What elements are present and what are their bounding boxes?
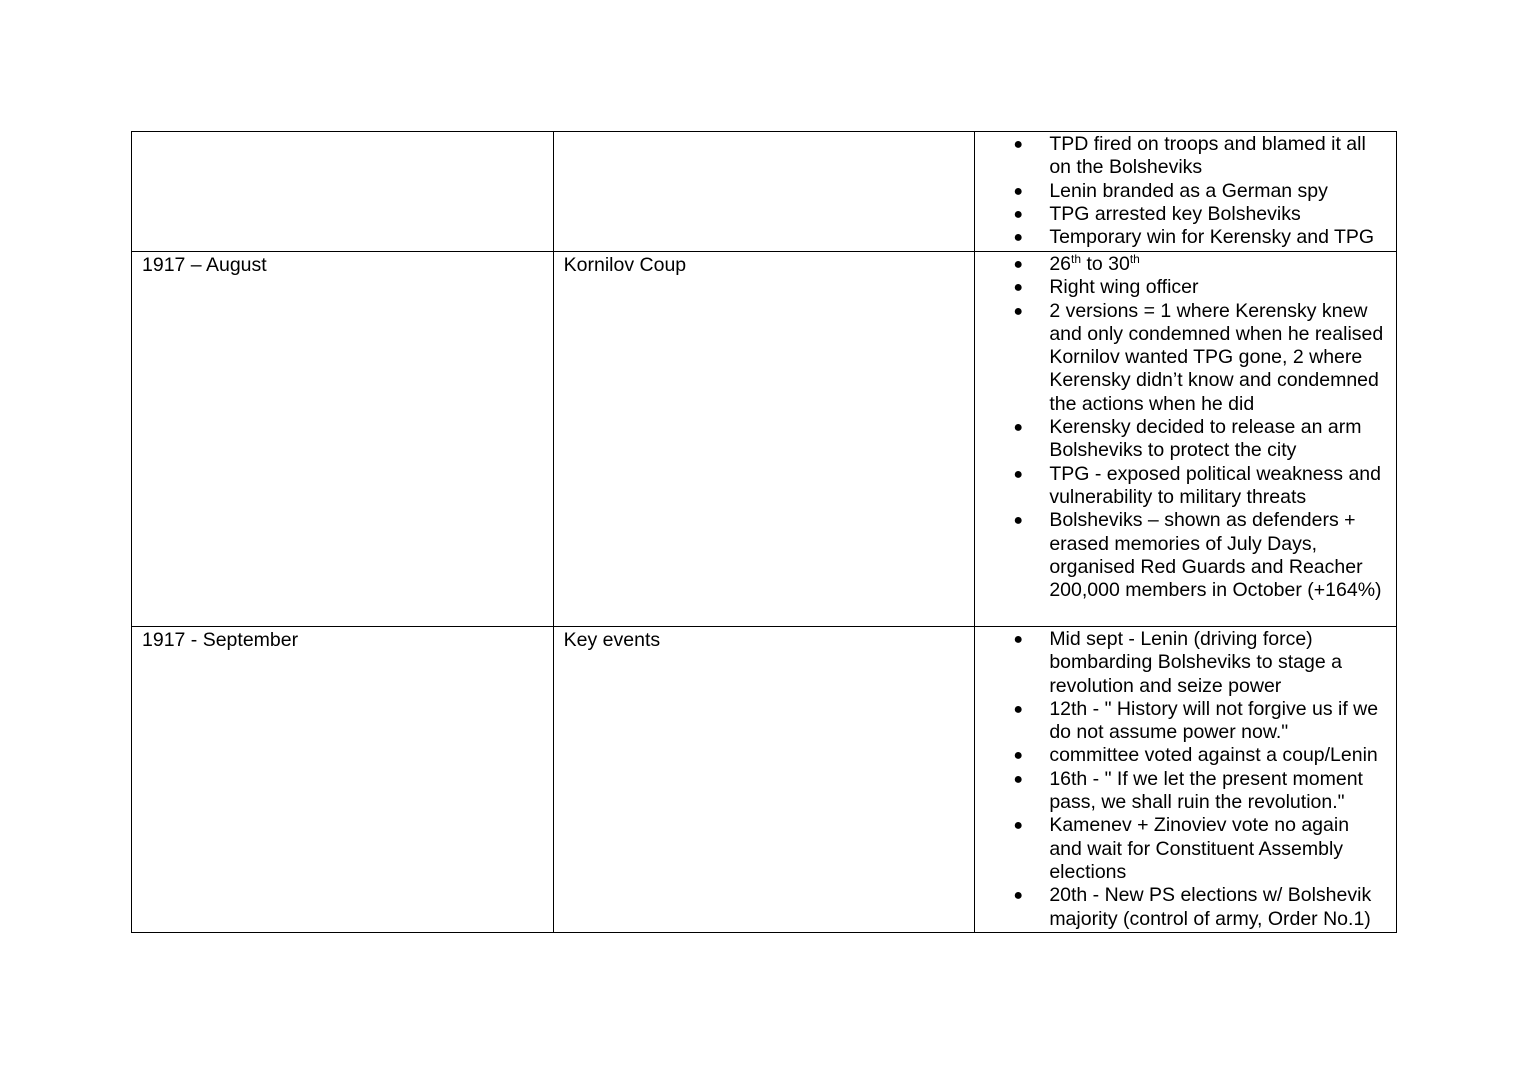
note-text: Lenin branded as a German spy [1049, 179, 1328, 202]
bullet-icon: ● [1013, 631, 1023, 648]
event-cell [553, 132, 975, 252]
list-item [975, 226, 1386, 249]
bullet-icon: ● [1013, 182, 1023, 200]
list-item [975, 300, 1386, 416]
note-text: 12th - " History will not forgive us if we do not assume power now." [1049, 697, 1379, 744]
list-item [975, 628, 1386, 698]
note-text: Bolsheviks – shown as defenders + erased memories of July Days, organised Red Guards and Reacher 200,000 members in October (+164%) [1049, 509, 1382, 602]
table-row [132, 627, 1397, 933]
notes-cell [975, 132, 1397, 252]
timeline-table [131, 131, 1397, 933]
event-text [554, 132, 975, 134]
notes-list [975, 132, 1396, 249]
bullet-icon: ● [1013, 136, 1023, 153]
list-item [975, 180, 1386, 203]
bullet-icon: ● [1013, 512, 1023, 530]
table-row [132, 132, 1397, 252]
bullet-icon: ● [1013, 747, 1023, 765]
date-text [132, 132, 553, 134]
bullet-icon: ● [1013, 887, 1023, 905]
list-item [975, 253, 1386, 276]
event-cell [553, 627, 975, 933]
date-text: 1917 - September [142, 629, 299, 651]
list-item [975, 133, 1386, 180]
note-text: TPG - exposed political weakness and vulnerability to military threats [1049, 462, 1381, 508]
notes-list [975, 252, 1396, 602]
event-cell [553, 252, 975, 627]
bullet-icon: ● [1013, 817, 1023, 835]
date-cell [132, 132, 554, 252]
bullet-icon: ● [1013, 419, 1023, 437]
bullet-icon: ● [1013, 302, 1023, 320]
date-cell [132, 252, 554, 627]
note-text: 26th to 30th [1049, 252, 1140, 275]
bullet-icon: ● [1013, 205, 1023, 223]
notes-cell [975, 627, 1397, 933]
list-item [975, 814, 1386, 884]
note-text: 16th - " If we let the present moment pass, we shall ruin the revolution." [1049, 767, 1363, 814]
note-text: Temporary win for Kerensky and TPG [1049, 226, 1375, 249]
bullet-icon: ● [1013, 465, 1023, 483]
note-text: Mid sept - Lenin (driving force) bombarding Bolsheviks to stage a revolution and seize power [1049, 628, 1342, 697]
list-item [975, 276, 1386, 299]
list-item [975, 884, 1386, 931]
note-text: 2 versions = 1 where Kerensky knew and only condemned when he realised Kornilov wanted TPG gone, 2 where Kerensky didn’t know and condemned the actions when he did [1049, 299, 1384, 415]
bullet-icon: ● [1013, 770, 1023, 788]
list-item [975, 509, 1386, 602]
note-text: Kerensky decided to release an arm Bolsheviks to protect the city [1049, 416, 1362, 462]
date-text: 1917 – August [142, 254, 267, 276]
note-text: Kamenev + Zinoviev vote no again and wait for Constituent Assembly elections [1049, 814, 1350, 883]
list-item [975, 416, 1386, 463]
note-text: TPD fired on troops and blamed it all on the Bolsheviks [1049, 133, 1366, 179]
bullet-icon: ● [1013, 229, 1023, 247]
note-text: TPG arrested key Bolsheviks [1049, 202, 1301, 225]
list-item [975, 698, 1386, 745]
list-item [975, 768, 1386, 815]
list-item [975, 463, 1386, 510]
note-text: 20th - New PS elections w/ Bolshevik majority (control of army, Order No.1) [1049, 884, 1372, 930]
bullet-icon: ● [1013, 279, 1023, 297]
list-item [975, 744, 1386, 767]
note-text: committee voted against a coup/Lenin [1049, 744, 1378, 767]
notes-cell [975, 252, 1397, 627]
bullet-icon: ● [1013, 700, 1023, 718]
date-cell [132, 627, 554, 933]
list-item [975, 203, 1386, 226]
event-text: Key events [563, 629, 661, 651]
bullet-icon: ● [1013, 256, 1023, 273]
note-text: Right wing officer [1049, 276, 1199, 299]
event-text: Kornilov Coup [563, 254, 687, 276]
table-row [132, 252, 1397, 627]
notes-list [975, 627, 1396, 931]
